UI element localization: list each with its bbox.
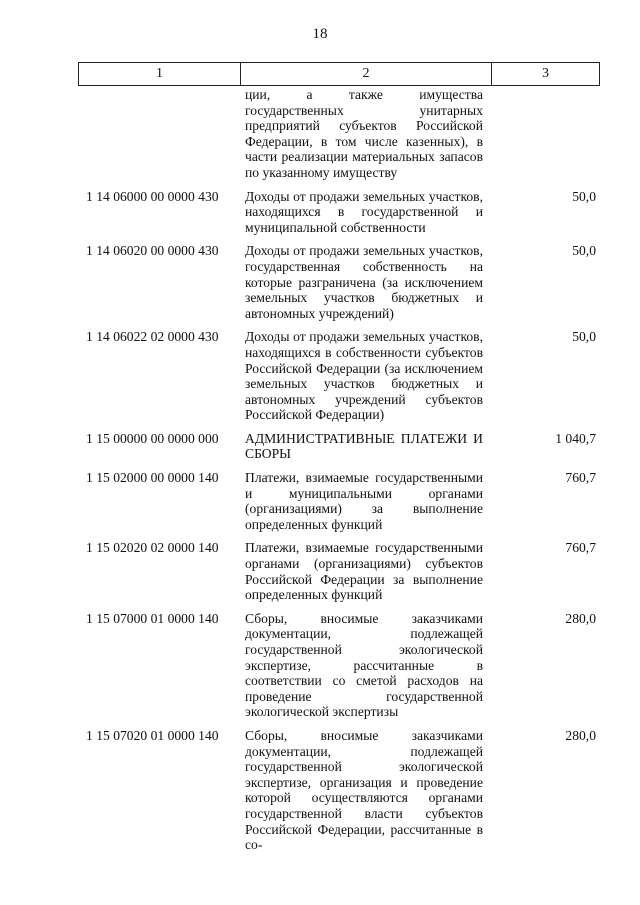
table-row (78, 189, 600, 236)
amount-cell: 280,0 (565, 727, 596, 743)
table-row (78, 728, 600, 853)
code-cell: 1 15 00000 00 0000 000 (86, 430, 219, 446)
description-cell: ции, а также имущества государственных унитарных предприятий субъектов Российской Федерации, в том числе казенных), в части реализации материальных запасов по указанному имуществу (245, 87, 483, 180)
description-cell: Доходы от продажи земельных участков, находящихся в государственной и муниципальной собственности (245, 188, 483, 235)
description-cell: Сборы, вносимые заказчиками документации, подлежащей государственной экологической экспертизе, организация и проведение которой осуществляются органами государственной власти субъектов Российской Федерации, рассчитанные в со- (245, 727, 483, 853)
column-header-3: 3 (542, 66, 549, 81)
code-cell: 1 14 06020 00 0000 430 (86, 243, 219, 259)
table-row (78, 611, 600, 720)
code-cell: 1 15 07020 01 0000 140 (86, 727, 219, 743)
description-cell: Сборы, вносимые заказчиками документации, подлежащей государственной экологической экспертизе, рассчитанные в соответствии со сметой расходов на проведение государственной экологической экспертизы (245, 610, 483, 720)
amount-cell: 280,0 (565, 610, 596, 626)
amount-cell: 50,0 (572, 243, 596, 259)
column-header-2: 2 (241, 63, 492, 85)
code-cell: 1 14 06022 02 0000 430 (86, 329, 219, 345)
table-row (78, 431, 600, 462)
table-header (78, 62, 600, 86)
code-cell: 1 14 06000 00 0000 430 (86, 188, 219, 204)
table-row (78, 243, 600, 321)
table-row (78, 540, 600, 602)
description-cell: Доходы от продажи земельных участков, находящихся в собственности субъектов Российской Федерации (за исключением земельных участков бюджетных и автономных учреждений субъектов Российской Федерации) (245, 329, 483, 423)
page-number: 18 (312, 26, 328, 42)
table-row-continuation (78, 87, 600, 181)
table-row (78, 470, 600, 532)
amount-cell: 1 040,7 (555, 430, 596, 446)
code-cell: 1 15 07000 01 0000 140 (86, 610, 219, 626)
description-cell: Платежи, взимаемые государственными органами (организациями) субъектов Российской Федерации за выполнение определенных функций (245, 540, 483, 603)
amount-cell: 760,7 (565, 470, 596, 486)
table-row (78, 329, 600, 423)
description-cell: Платежи, взимаемые государственными и муниципальными органами (организациями) за выполнение определенных функций (245, 470, 483, 532)
description-cell: Доходы от продажи земельных участков, государственная собственность на которые разграничена (за исключением земельных участков бюджетных и автономных учреждений) (245, 243, 483, 321)
table-body (78, 87, 600, 861)
amount-cell: 760,7 (565, 540, 596, 556)
code-cell: 1 15 02020 02 0000 140 (86, 540, 219, 556)
amount-cell: 50,0 (572, 329, 596, 345)
description-cell: АДМИНИСТРАТИВНЫЕ ПЛАТЕЖИ И СБОРЫ (245, 430, 483, 462)
code-cell: 1 15 02000 00 0000 140 (86, 470, 219, 486)
column-header-1: 1 (79, 63, 241, 85)
amount-cell: 50,0 (572, 188, 596, 204)
